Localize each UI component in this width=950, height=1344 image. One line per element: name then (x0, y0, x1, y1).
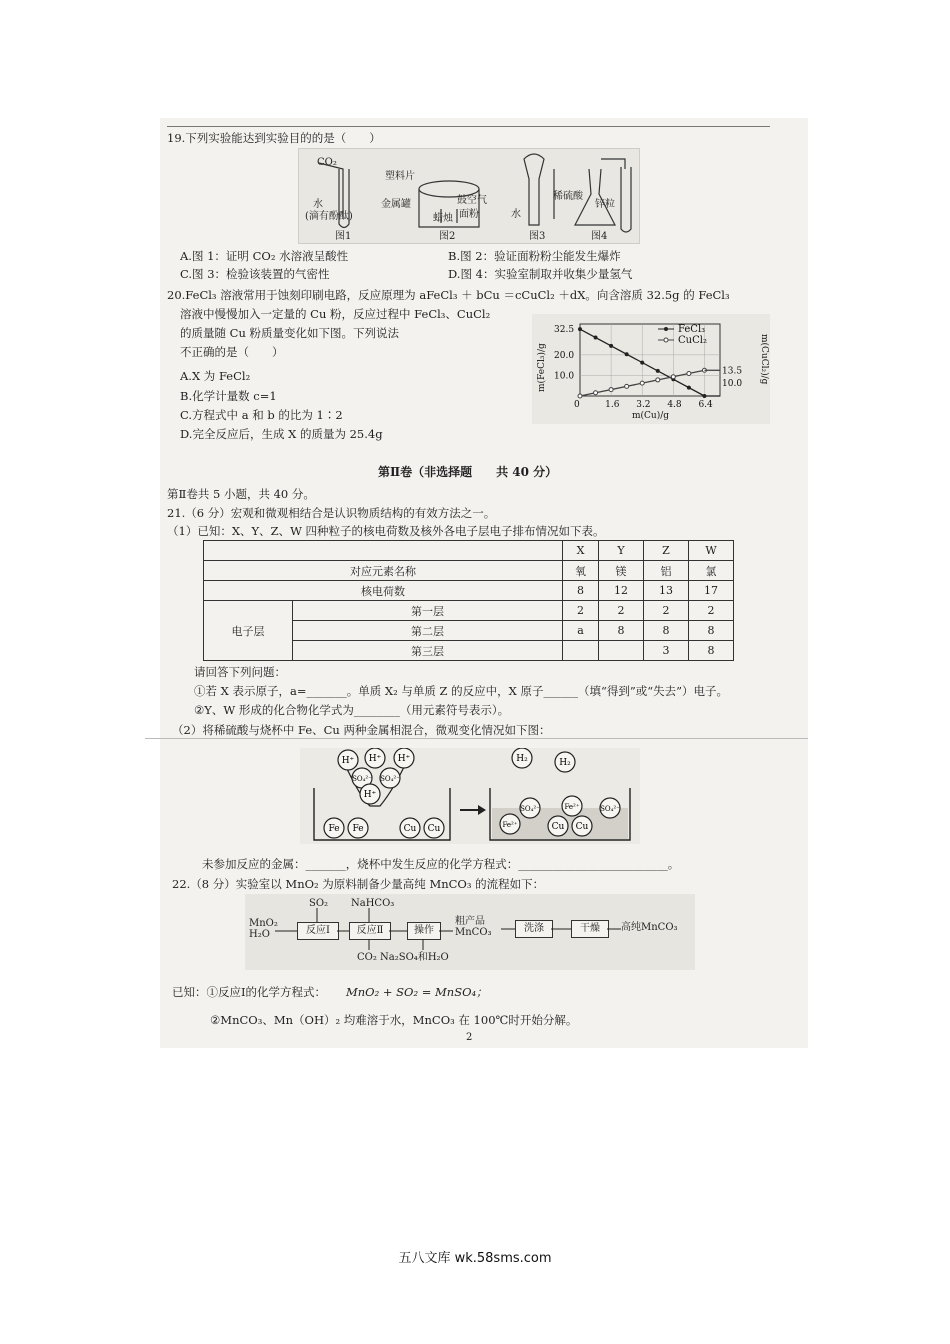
top-rule (167, 126, 770, 127)
fig-label-candle: 蜡烛 (433, 213, 453, 224)
q21-sub2: （2）将稀硫酸与烧杯中 Fe、Cu 两种金属相混合，微观变化情况如下图： (172, 723, 551, 737)
q19-option-b: B.图 2：验证面粉粉尘能发生爆炸 (448, 249, 621, 263)
q19-option-d: D.图 4：实验室制取并收集少量氢气 (448, 267, 633, 281)
particle-diagram (300, 748, 640, 844)
table-header: X (563, 541, 599, 561)
fig-caption-4: 图4 (591, 231, 608, 242)
fecl3-point (609, 344, 613, 348)
legend-marker-fecl3 (664, 327, 668, 331)
q19-stem: 19.下列实验能达到实验目的的是（ ） (167, 131, 381, 145)
cucl2-point (578, 394, 582, 398)
fig-label-air: 鼓空气 (457, 195, 487, 206)
cucl2-point (609, 388, 613, 392)
q19-option-a: A.图 1：证明 CO₂ 水溶液呈酸性 (180, 249, 349, 263)
table-cell: 氧 (563, 561, 599, 581)
flow-operation: 操作 (407, 922, 441, 940)
y-left-tick-label: 32.5 (554, 325, 575, 336)
table-cell: 镁 (599, 561, 644, 581)
table-cell: 3 (644, 641, 689, 661)
q21-answer1: ①若 X 表示原子，a=_______。单质 X₂ 与单质 Z 的反应中，X 原子______（填“得到”或“失去”）电子。 (194, 684, 729, 698)
x-tick-label: 1.6 (605, 400, 620, 410)
q20-option-d: D.完全反应后，生成 X 的质量为 25.4g (180, 427, 383, 441)
q21-answer3: 未参加反应的金属：_______，烧杯中发生反应的化学方程式：__________________________。 (202, 857, 680, 871)
table-header: Y (599, 541, 644, 561)
table-row (204, 581, 734, 601)
q22-stem: 22.（8 分）实验室以 MnO₂ 为原料制备少量高纯 MnCO₃ 的流程如下： (172, 877, 545, 891)
cucl2-point (671, 375, 675, 379)
fig-caption-3: 图3 (529, 231, 546, 242)
after-particle-label: H₂ (559, 758, 571, 768)
fig-label-co2: CO₂ (317, 157, 337, 168)
cucl2-point (687, 372, 691, 376)
q21-answer2: ②Y、W 形成的化合物化学式为________（用元素符号表示）。 (194, 703, 510, 717)
flow-input: MnO₂ H₂O (249, 918, 278, 940)
flow-product: 高纯MnCO₃ (621, 922, 678, 933)
q19-figure (298, 148, 640, 244)
table-cell: 铝 (644, 561, 689, 581)
table-cell: 氯 (689, 561, 734, 581)
flow-arrows (245, 894, 695, 970)
before-particle-label: H⁺ (397, 754, 411, 764)
cucl2-point (656, 378, 660, 382)
fecl3-point (687, 386, 691, 390)
table-header: Z (644, 541, 689, 561)
before-particle-label: H⁺ (368, 754, 382, 764)
fig-label-zinc: 锌粒 (595, 199, 615, 210)
fecl3-point (625, 352, 629, 356)
flowchart (245, 894, 695, 970)
table-cell: 2 (599, 601, 644, 621)
crease-line (145, 738, 808, 739)
legend-label-fecl3: FeCl₃ (678, 324, 706, 335)
table-cell: 8 (644, 621, 689, 641)
after-particle-label: SO₄²⁻ (600, 805, 620, 813)
x-tick-label: 4.8 (667, 400, 682, 410)
after-particle-label: Fe²⁺ (502, 821, 518, 829)
q22-equation: MnO₂ + SO₂ = MnSO₄； (346, 985, 488, 999)
before-particle-label: Cu (403, 824, 417, 834)
q19-option-c: C.图 3：检验该装置的气密性 (180, 267, 330, 281)
table-row (204, 601, 734, 621)
fecl3-point (578, 327, 582, 331)
cucl2-point (625, 384, 629, 388)
after-particle-label: Cu (551, 822, 565, 832)
table-row-label: 第二层 (293, 621, 563, 641)
fig-label-phenol: (滴有酚酞) (305, 211, 353, 222)
table-row (204, 561, 734, 581)
fig-caption-2: 图2 (439, 231, 456, 242)
table-cell: 8 (599, 621, 644, 641)
flow-wash: 洗涤 (515, 920, 553, 938)
table-cell: 2 (563, 601, 599, 621)
table-cell (563, 641, 599, 661)
fecl3-point (594, 336, 598, 340)
cucl2-point (594, 391, 598, 395)
flow-nahco3: NaHCO₃ (351, 898, 395, 909)
table-cell: a (563, 621, 599, 641)
legend-label-cucl2: CuCl₂ (678, 335, 707, 346)
y-left-axis-label: m(FeCl₃)/g (537, 343, 547, 392)
before-particle-label: Fe (352, 824, 364, 834)
footer-watermark: 五八文库 wk.58sms.com (398, 1251, 552, 1266)
x-tick-label: 3.2 (636, 400, 651, 410)
table-cell: 8 (689, 641, 734, 661)
q20-line2: 溶液中慢慢加入一定量的 Cu 粉，反应过程中 FeCl₃、CuCl₂ (180, 307, 491, 321)
fig-label-flour: 面粉 (459, 209, 479, 220)
fig-label-acid: 稀硫酸 (553, 191, 583, 202)
before-particle-label: Cu (427, 824, 441, 834)
before-particle-label: SO₄²⁻ (380, 775, 400, 783)
q22-known1: 已知：①反应Ⅰ的化学方程式： (172, 985, 327, 999)
part2-title: 第Ⅱ卷（非选择题 共 40 分） (378, 465, 558, 479)
table-row (204, 541, 734, 561)
flow-reaction-2: 反应Ⅱ (349, 922, 391, 940)
table-row-label: 核电荷数 (204, 581, 563, 601)
fig-label-plastic: 塑料片 (385, 171, 415, 182)
fig-label-water: 水 (313, 199, 323, 210)
after-particle-label: Fe²⁺ (564, 803, 580, 811)
table-row-label: 第三层 (293, 641, 563, 661)
table-cell: 2 (689, 601, 734, 621)
fecl3-point (656, 369, 660, 373)
q21-stem: 21.（6 分）宏观和微观相结合是认识物质结构的有效方法之一。 (167, 506, 496, 520)
table-cell: 2 (644, 601, 689, 621)
table-cell (599, 641, 644, 661)
before-particle-label: Fe (328, 824, 340, 834)
table-row-label: 第一层 (293, 601, 563, 621)
flow-dry: 干燥 (571, 920, 609, 938)
table-cell: 8 (689, 621, 734, 641)
after-particle-label: SO₄²⁻ (520, 805, 540, 813)
fig-label-can: 金属罐 (381, 199, 411, 210)
table-cell: 13 (644, 581, 689, 601)
electron-table (203, 540, 734, 661)
fig-caption-1: 图1 (335, 231, 352, 242)
q21-sub1: （1）已知：X、Y、Z、W 四种粒子的核电荷数及核外各电子层电子排布情况如下表。 (167, 524, 605, 538)
flow-reaction-1: 反应Ⅰ (297, 922, 339, 940)
flow-byproducts: CO₂ Na₂SO₄和H₂O (357, 952, 449, 963)
q20-option-c: C.方程式中 a 和 b 的比为 1∶2 (180, 408, 343, 422)
y-right-tick-label: 13.5 (722, 366, 743, 377)
table-row-label: 对应元素名称 (204, 561, 563, 581)
after-particle-label: H₂ (516, 754, 528, 764)
q20-option-b: B.化学计量数 c=1 (180, 389, 277, 403)
before-particle-label: H⁺ (341, 756, 355, 766)
part2-desc: 第Ⅱ卷共 5 小题，共 40 分。 (167, 487, 315, 501)
q20-line1: 20.FeCl₃ 溶液常用于蚀刻印刷电路，反应原理为 aFeCl₃ ＋ bCu ＝cCuCl₂ ＋dX。向含溶质 32.5g 的 FeCl₃ (167, 288, 730, 302)
q20-line4: 不正确的是（ ） (180, 345, 284, 359)
after-particle-label: Cu (575, 822, 589, 832)
q22-known2: ②MnCO₃、Mn（OH）₂ 均难溶于水，MnCO₃ 在 100℃时开始分解。 (210, 1013, 578, 1027)
table-cell: 8 (563, 581, 599, 601)
y-right-tick-label: 10.0 (722, 378, 743, 389)
page-number: 2 (466, 1032, 473, 1043)
y-left-tick-label: 20.0 (554, 350, 575, 361)
x-tick-label: 0 (574, 400, 580, 410)
flow-crude: 粗产品 MnCO₃ (455, 916, 492, 938)
flow-so2: SO₂ (309, 898, 329, 909)
q21-ask: 请回答下列问题： (194, 665, 286, 679)
table-cell: 12 (599, 581, 644, 601)
y-right-axis-label: m(CuCl₂)/g (759, 334, 769, 385)
table-header: W (689, 541, 734, 561)
fig-label-water3: 水 (511, 209, 521, 220)
x-tick-label: 6.4 (698, 400, 713, 410)
table-cell: 17 (689, 581, 734, 601)
before-particle-label: H⁺ (363, 790, 377, 800)
q20-chart (532, 314, 770, 424)
y-left-tick-label: 10.0 (554, 371, 575, 382)
q20-line3: 的质量随 Cu 粉质量变化如下图。下列说法 (180, 326, 400, 340)
table-row-label: 电子层 (204, 601, 293, 661)
fecl3-point (640, 361, 644, 365)
q20-option-a: A.X 为 FeCl₂ (180, 369, 251, 383)
legend-marker-cucl2 (664, 338, 668, 342)
cucl2-point (640, 381, 644, 385)
x-axis-label: m(Cu)/g (632, 411, 670, 421)
before-particle-label: SO₄²⁻ (352, 775, 372, 783)
